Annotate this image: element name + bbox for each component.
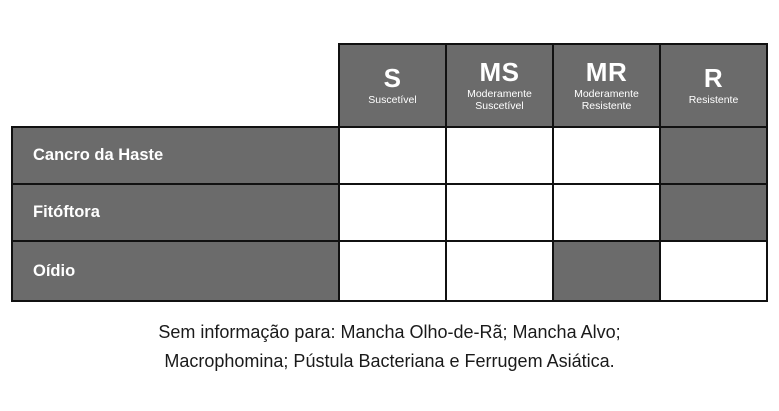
header-r: [659, 43, 768, 128]
header-mr-code: MR: [585, 57, 628, 87]
cell-cancro-s: [338, 126, 447, 185]
cell-cancro-ms: [445, 126, 554, 185]
header-ms-label: Moderamente Suscetível: [467, 88, 532, 112]
header-mr-label: Moderamente Resistente: [574, 88, 639, 112]
cell-fitoftora-s: [338, 183, 447, 242]
footnote: [0, 318, 779, 376]
header-s: [338, 43, 447, 128]
cell-cancro-mr: [552, 126, 661, 185]
header-r-code: R: [703, 63, 724, 93]
header-s-label: Suscetível: [368, 94, 417, 106]
row-label-fitoftora: Fitóftora: [11, 183, 340, 242]
cell-oidio-ms: [445, 240, 554, 302]
cell-oidio-mr: [552, 240, 661, 302]
cell-fitoftora-mr: [552, 183, 661, 242]
footnote-line-1: Sem informação para: Mancha Olho-de-Rã; Mancha Alvo;: [158, 322, 621, 342]
cell-oidio-r: [659, 240, 768, 302]
header-mr: [552, 43, 661, 128]
cell-fitoftora-r: [659, 183, 768, 242]
header-ms: [445, 43, 554, 128]
cell-cancro-r: [659, 126, 768, 185]
header-ms-code: MS: [479, 57, 520, 87]
cell-oidio-s: [338, 240, 447, 302]
cell-fitoftora-ms: [445, 183, 554, 242]
row-label-cancro-da-haste: Cancro da Haste: [11, 126, 340, 185]
footnote-line-2: Macrophomina; Pústula Bacteriana e Ferrugem Asiática.: [164, 351, 615, 371]
header-r-label: Resistente: [688, 94, 739, 106]
header-s-code: S: [383, 63, 402, 93]
row-label-oidio: Oídio: [11, 240, 340, 302]
